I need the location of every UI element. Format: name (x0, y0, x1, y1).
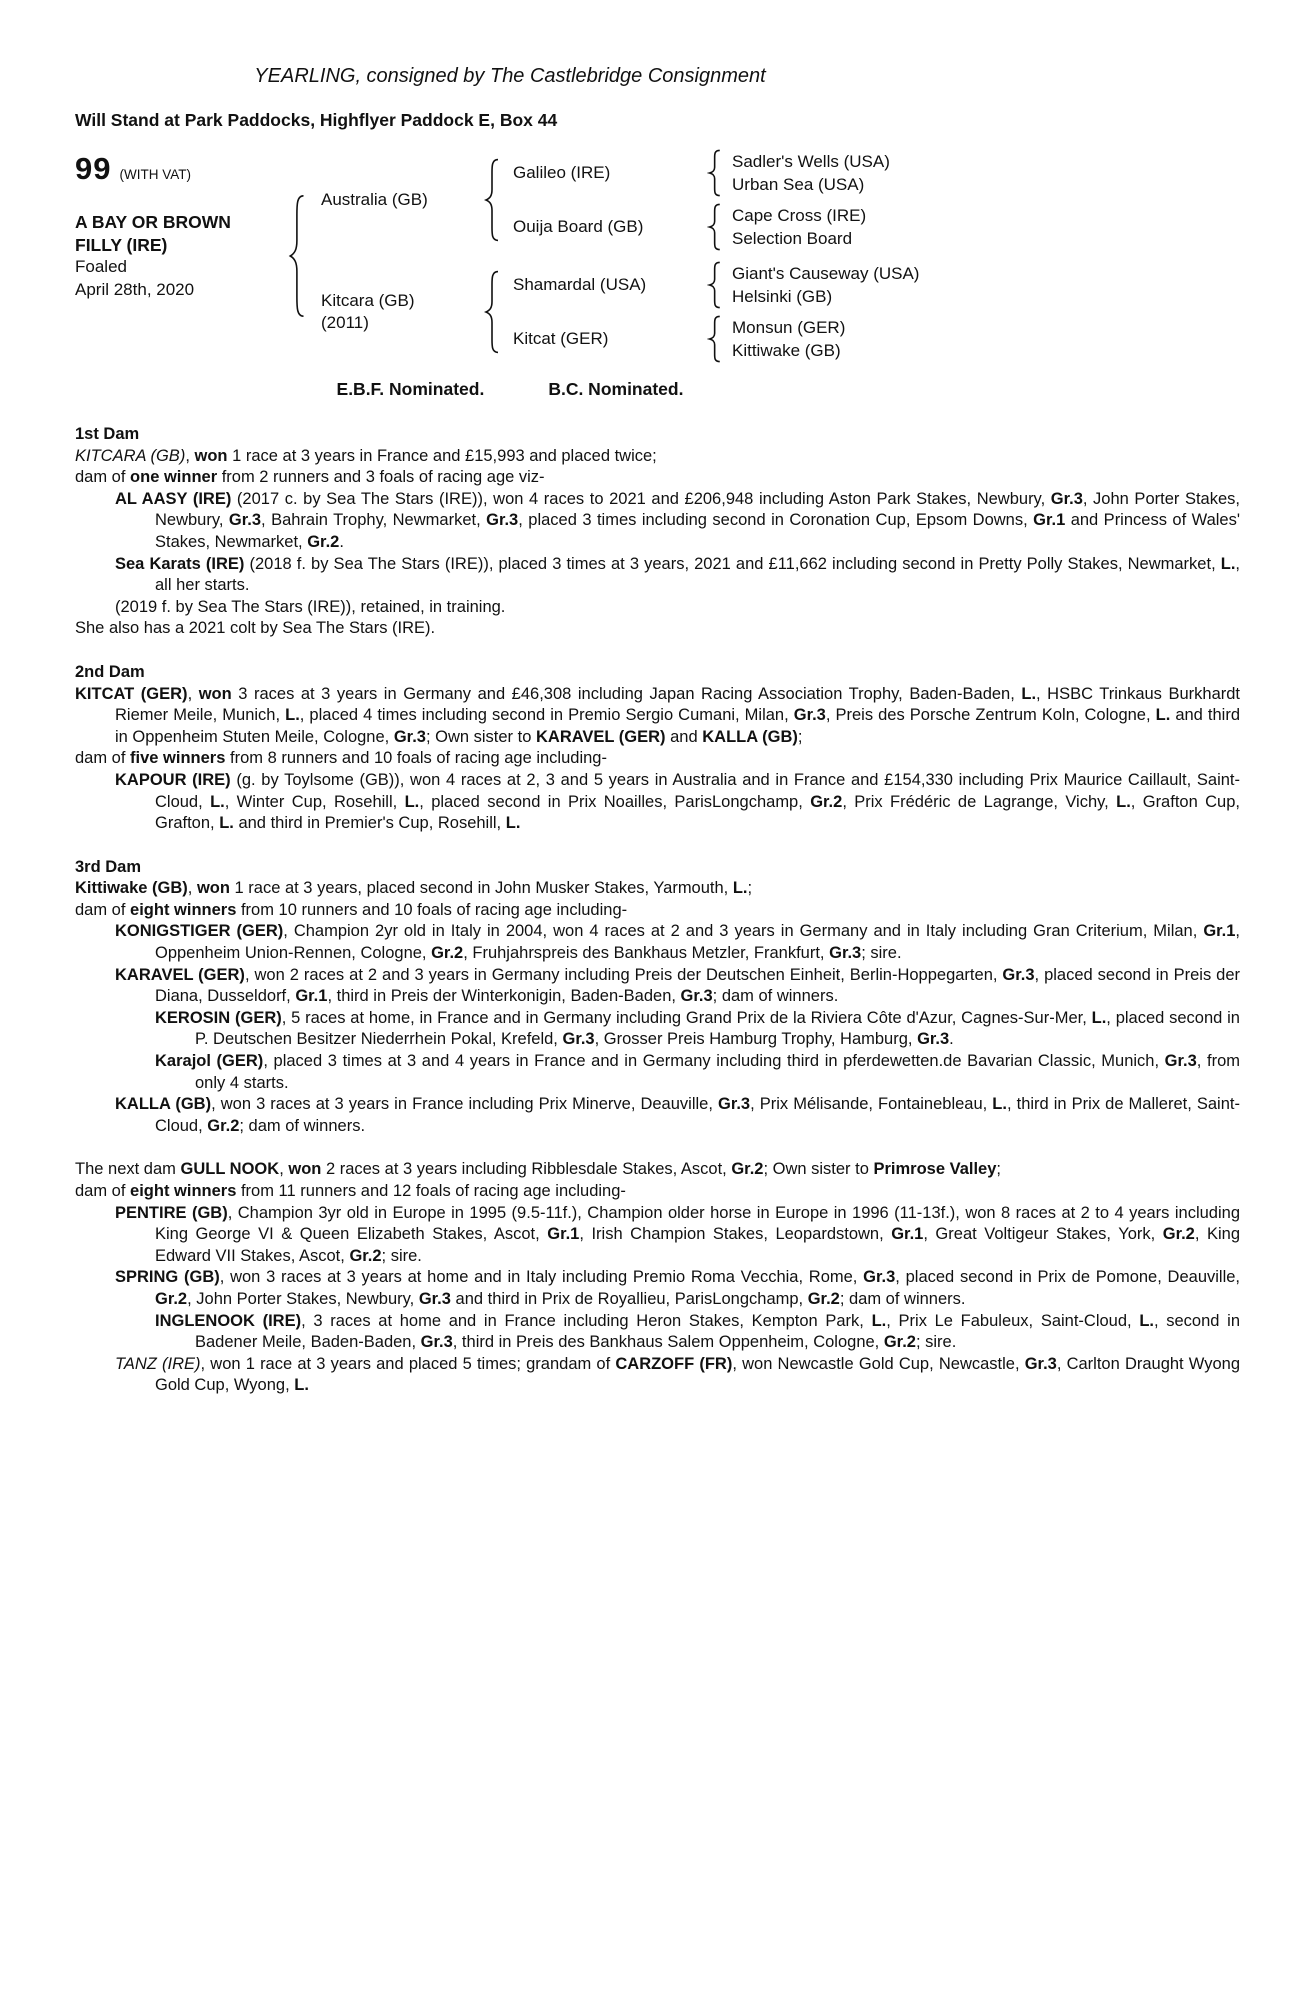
pedigree-paragraph (75, 684, 1240, 749)
text-run: KEROSIN (GER) (155, 1008, 282, 1027)
dam-parents (513, 261, 919, 363)
text-run: 2 races at 3 years including Ribblesdale Stakes, Ascot, (321, 1160, 732, 1179)
text-run: ; Own sister to (425, 727, 536, 746)
text-run: KITCARA (GB) (75, 446, 186, 465)
text-run: , placed second in Prix de Pomone, Deauville, (895, 1268, 1241, 1287)
pedigree-gen3-name: Kittiwake (GB) (732, 341, 841, 360)
text-run: from 11 runners and 12 foals of racing age including- (236, 1182, 626, 1200)
text-run: eight winners (130, 1182, 237, 1200)
text-run: ; (797, 727, 803, 746)
text-run: , Bahrain Trophy, Newmarket, (261, 511, 487, 530)
text-run: KARAVEL (GER) (115, 965, 245, 984)
horse-description-line1: A BAY OR BROWN (75, 212, 231, 232)
text-run: , third in Preis des Bankhaus Salem Oppenheim, Cologne, (452, 1333, 884, 1352)
text-run: KALLA (GB) (702, 727, 798, 746)
text-run: (2018 f. by Sea The Stars (IRE)), placed 3 times at 3 years, 2021 and £11,662 including second in Pretty Polly Stakes, Newmarket, (244, 554, 1221, 573)
text-run: , Champion 2yr old in Italy in 2004, won 4 races at 2 and 3 years in Germany and in Italy including Gran Criterium, Milan, (283, 922, 1204, 941)
dam-dam-brace-icon (707, 315, 724, 363)
nominations-line (75, 379, 945, 400)
text-run: , Oppenheim Union-Rennen, Cologne, (155, 922, 1241, 963)
text-run: ; (996, 1160, 1001, 1179)
text-run: 1 race at 3 years, placed second in John Musker Stakes, Yarmouth, (229, 879, 733, 898)
text-run: Gr.3 (793, 706, 826, 725)
pedigree-paragraph (75, 597, 1240, 619)
text-run: , Prix Frédéric de Lagrange, Vichy, (842, 792, 1117, 811)
text-run: Gr.1 (547, 1225, 580, 1244)
text-run: Sea Karats (IRE) (115, 554, 245, 573)
text-run: Gr.3 (917, 1030, 950, 1049)
text-run: Primrose Valley (873, 1160, 997, 1179)
pedigree-paragraph (75, 446, 1240, 468)
text-run: from 2 runners and 3 foals of racing age viz- (217, 468, 545, 487)
text-run: 1 race at 3 years in France and £15,993 and placed twice; (227, 446, 657, 465)
pedigree-paragraph (75, 554, 1240, 597)
text-run: Gr.1 (1033, 511, 1066, 530)
section-heading: 3rd Dam (75, 857, 142, 876)
text-run: Gr.3 (1002, 965, 1035, 984)
text-run: KAPOUR (IRE) (115, 770, 231, 789)
text-run: , John Porter Stakes, Newbury, (155, 489, 1240, 530)
pedigree-paragraph (75, 921, 1240, 964)
lot-number: 99 (75, 151, 112, 186)
stand-location: Will Stand at Park Paddocks, Highflyer Paddock E, Box 44 (75, 110, 558, 130)
dam-dam-branch (513, 315, 919, 363)
consignment-title: YEARLING, consigned by The Castlebridge Consignment (254, 65, 766, 87)
sire-sire-name: Galileo (IRE) (513, 163, 611, 182)
text-run: Gr.2 (810, 792, 843, 811)
sire-parents (513, 149, 890, 251)
lot-line (75, 151, 287, 187)
text-run: L. (1155, 706, 1171, 725)
text-run: and third in Prix de Royallieu, ParisLongchamp, (450, 1289, 808, 1308)
text-run: and Princess of Wales' Stakes, Newmarket, (155, 511, 1240, 551)
text-run: Gr.3 (228, 511, 262, 530)
pedigree-paragraph (75, 1267, 1240, 1310)
text-run: TANZ (IRE) (115, 1354, 201, 1373)
text-run: Gr.2 (1162, 1225, 1195, 1244)
text-run: , Irish Champion Stakes, Leopardstown, (579, 1225, 892, 1244)
horse-description (75, 211, 287, 301)
pedigree-gen3-name: Urban Sea (USA) (732, 175, 865, 194)
pedigree-paragraph (75, 965, 1240, 1008)
text-run: Kittiwake (GB) (75, 879, 188, 898)
text-run: , 5 races at home, in France and in Germany including Grand Prix de la Riviera Côte d'Azur, Cagnes-Sur-Mer, (281, 1008, 1092, 1027)
text-run: L. (1091, 1008, 1107, 1027)
dam-sire-brace-icon (707, 261, 724, 309)
text-run: PENTIRE (GB) (115, 1203, 228, 1222)
text-run: , King Edward VII Stakes, Ascot, (155, 1225, 1240, 1265)
text-run: (2019 f. by Sea The Stars (IRE)), retained, in training. (115, 597, 506, 616)
dam-section (75, 857, 1240, 1138)
text-run: dam of (75, 900, 131, 919)
text-run: ; sire. (915, 1333, 957, 1352)
pedigree-paragraph (75, 1094, 1240, 1137)
text-run: Gr.3 (393, 727, 426, 746)
pedigree-paragraph (75, 748, 1240, 770)
text-run: , Grafton Cup, Grafton, (155, 792, 1240, 833)
text-run: and (665, 727, 703, 746)
pedigree-text (75, 424, 1240, 1397)
pedigree-paragraph (75, 878, 1240, 900)
text-run: dam of (75, 468, 131, 487)
text-run: , placed 3 times including second in Coronation Cup, Epsom Downs, (518, 511, 1034, 530)
text-run: , placed second in Prix Noailles, ParisLongchamp, (419, 792, 811, 811)
text-run: ; sire. (381, 1246, 422, 1265)
foaled-date: April 28th, 2020 (75, 279, 195, 299)
text-run: ; Own sister to (763, 1160, 874, 1179)
horse-description-line2: FILLY (IRE) (75, 234, 168, 255)
text-run: , won 3 races at 3 years at home and in Italy including Premio Roma Vecchia, Rome, (219, 1268, 864, 1287)
pedigree-paragraph (75, 1203, 1240, 1268)
text-run: (g. by Toylsome (GB)), won 4 races at 2, 3 and 5 years in Australia and in France and £154,330 including Prix Maurice Caillault, Saint-Cloud, (155, 770, 1240, 811)
foaled-label: Foaled (75, 257, 127, 276)
text-run: KARAVEL (GER) (535, 727, 666, 746)
text-run: won (198, 684, 232, 703)
text-run: , HSBC Trinkaus Burkhardt Riemer Meile, Munich, (115, 684, 1241, 725)
text-run: , 3 races at home and in France including Heron Stakes, Kempton Park, (301, 1311, 872, 1330)
pedigree-paragraph (75, 1354, 1240, 1397)
dam-year: (2011) (321, 313, 369, 332)
text-run: (2017 c. by Sea The Stars (IRE)), won 4 races to 2021 and £206,948 including Aston Park Stakes, Newbury, (231, 489, 1051, 508)
dam-dam-name: Kitcat (GER) (513, 329, 609, 348)
text-run: Gr.2 (807, 1289, 840, 1308)
text-run: SPRING (GB) (115, 1268, 220, 1287)
sire-sire-parents (732, 150, 890, 196)
text-run: eight winners (130, 900, 237, 919)
text-run: Gr.3 (1024, 1354, 1057, 1373)
pedigree-generation-1 (321, 149, 919, 363)
dam-dam-parents (732, 316, 845, 362)
pedigree-gen3-name: Helsinki (GB) (732, 287, 833, 306)
text-run: L. (294, 1376, 309, 1395)
text-run: , (279, 1160, 289, 1179)
text-run: , placed 4 times including second in Premio Sergio Cumani, Milan, (299, 706, 794, 725)
sire-dam-branch (513, 203, 890, 251)
sire-branch (321, 149, 919, 251)
pedigree-paragraph (75, 770, 1240, 835)
text-run: , (187, 879, 197, 898)
text-run: , third in Preis der Winterkonigin, Baden-Baden, (327, 987, 681, 1006)
pedigree-paragraph (75, 1181, 1240, 1203)
text-run: , all her starts. (155, 554, 1241, 595)
text-run: Gr.2 (349, 1246, 382, 1265)
text-run: Gr.3 (829, 944, 862, 963)
text-run: , (187, 684, 199, 703)
text-run: , Great Voltigeur Stakes, York, (923, 1225, 1163, 1244)
text-run: and third in Premier's Cup, Rosehill, (233, 814, 506, 833)
pedigree-gen3-name: Monsun (GER) (732, 318, 846, 337)
pedigree-gen3-name: Sadler's Wells (USA) (732, 152, 890, 171)
text-run: Gr.1 (891, 1225, 924, 1244)
text-run: The next dam (75, 1160, 181, 1179)
text-run: , placed second in Preis der Diana, Dusseldorf, (155, 965, 1241, 1006)
pedigree-tree (75, 149, 1240, 363)
pedigree-paragraph (75, 1311, 1240, 1354)
text-run: KONIGSTIGER (GER) (115, 922, 284, 941)
ebf-nominated-label: E.B.F. Nominated. (336, 379, 485, 399)
text-run: , Fruhjahrspreis des Bankhaus Metzler, Frankfurt, (463, 944, 830, 963)
text-run: L. (1116, 792, 1131, 811)
pedigree-paragraph (75, 1051, 1240, 1094)
text-run: KITCAT (GER) (75, 684, 188, 703)
dam-sire-branch (513, 261, 919, 309)
text-run: L. (871, 1311, 887, 1330)
text-run: dam of (75, 1182, 131, 1200)
dam-section (75, 662, 1240, 835)
text-run: won (288, 1160, 322, 1179)
text-run: L. (210, 792, 225, 811)
text-run: , second in Badener Meile, Baden-Baden, (195, 1311, 1240, 1352)
lot-column (75, 149, 287, 301)
text-run: Gr.2 (431, 944, 464, 963)
text-run: Gr.2 (307, 532, 340, 551)
dam-section (75, 1159, 1240, 1397)
text-run: from 8 runners and 10 foals of racing age including- (225, 749, 607, 768)
section-heading: 1st Dam (75, 425, 140, 443)
dam-brace-icon (483, 269, 503, 355)
text-run: Gr.2 (883, 1333, 916, 1352)
dam-sire-parents (732, 262, 919, 308)
sire-sire-branch (513, 149, 890, 197)
text-run: Gr.3 (418, 1289, 451, 1308)
text-run: Gr.3 (1050, 489, 1083, 508)
text-run: L. (1021, 684, 1037, 703)
text-run: L. (219, 814, 234, 833)
text-run: , Grosser Preis Hamburg Trophy, Hamburg, (594, 1030, 918, 1049)
dam-section (75, 424, 1240, 640)
text-run: L. (505, 814, 521, 833)
text-run: , Carlton Draught Wyong Gold Cup, Wyong, (155, 1354, 1241, 1395)
text-run: Gr.3 (717, 1095, 751, 1114)
text-run: and third in Oppenheim Stuten Meile, Cologne, (115, 706, 1241, 746)
text-run: Gr.3 (1164, 1052, 1197, 1071)
text-run: , third in Prix de Malleret, Saint-Cloud, (155, 1095, 1240, 1135)
text-run: , Prix Mélisande, Fontainebleau, (750, 1095, 993, 1114)
sire-dam-brace-icon (707, 203, 724, 251)
text-run: Gr.2 (731, 1160, 764, 1179)
text-run: , won Newcastle Gold Cup, Newcastle, (732, 1354, 1025, 1373)
text-run: Karajol (GER) (155, 1052, 264, 1071)
dam-sire-name: Shamardal (USA) (513, 275, 647, 294)
dam-name-text: Kitcara (GB) (321, 291, 415, 310)
text-run: Gr.3 (863, 1268, 896, 1287)
text-run: , Winter Cup, Rosehill, (224, 792, 405, 811)
text-run: L. (992, 1095, 1007, 1114)
text-run: INGLENOOK (IRE) (155, 1311, 302, 1330)
text-run: ; dam of winners. (839, 1289, 966, 1308)
text-run: one winner (130, 468, 218, 487)
text-run: ; dam of winners. (239, 1116, 366, 1135)
text-run: . (339, 532, 344, 551)
text-run: , won 3 races at 3 years in France including Prix Minerve, Deauville, (211, 1095, 718, 1114)
pedigree-paragraph (75, 618, 1240, 640)
dam-name (321, 290, 473, 334)
sire-dam-name: Ouija Board (GB) (513, 217, 644, 236)
text-run: , (185, 446, 195, 465)
text-run: , Prix Le Fabuleux, Saint-Cloud, (886, 1311, 1140, 1330)
text-run: CARZOFF (FR) (615, 1354, 733, 1373)
text-run: Gr.3 (486, 511, 519, 530)
text-run: from 10 runners and 10 foals of racing age including- (236, 900, 628, 919)
pedigree-gen3-name: Giant's Causeway (USA) (732, 264, 920, 283)
text-run: Gr.1 (295, 987, 328, 1006)
text-run: AL AASY (IRE) (115, 489, 232, 508)
text-run: L. (1220, 554, 1236, 573)
sire-brace-icon (483, 157, 503, 243)
text-run: Gr.3 (562, 1030, 595, 1049)
text-run: Gr.1 (1203, 922, 1236, 941)
sire-name (321, 189, 473, 211)
lot-vat-note: (WITH VAT) (119, 167, 191, 182)
text-run: , placed 3 times at 3 and 4 years in France and in Germany including third in pferdewetten.de Bavarian Classic, Munich, (263, 1052, 1165, 1071)
section-heading: 2nd Dam (75, 662, 145, 681)
text-run: ; dam of winners. (712, 987, 839, 1006)
text-run: She also has a 2021 colt by Sea The Stars (IRE). (75, 619, 436, 638)
text-run: 3 races at 3 years in Germany and £46,308 including Japan Racing Association Trophy, Baden-Baden, (231, 684, 1022, 703)
text-run: ; sire. (861, 944, 902, 963)
pedigree-gen3-name: Selection Board (732, 229, 853, 248)
bc-nominated-label: B.C. Nominated. (548, 379, 684, 399)
text-run: , placed second in P. Deutschen Besitzer Niederrhein Pokal, Krefeld, (195, 1008, 1240, 1049)
dam-branch (321, 261, 919, 363)
text-run: Gr.3 (680, 987, 713, 1006)
pedigree-paragraph (75, 1159, 1240, 1181)
text-run: L. (285, 706, 300, 725)
text-run: , Champion 3yr old in Europe in 1995 (9.5-11f.), Champion older horse in Europe in 1996 (11-13f.), won 8 races at 2 to 4 years including King George VI & Queen Elizabeth Stakes, Ascot, (155, 1203, 1240, 1244)
text-run: L. (404, 792, 420, 811)
pedigree-paragraph (75, 467, 1240, 489)
text-run: KALLA (GB) (115, 1095, 212, 1114)
text-run: won (196, 879, 230, 898)
pedigree-gen3-name: Cape Cross (IRE) (732, 206, 867, 225)
sire-sire-brace-icon (707, 149, 724, 197)
pedigree-root-brace-icon (287, 192, 309, 320)
text-run: Gr.2 (155, 1289, 188, 1308)
text-run: , won 1 race at 3 years and placed 5 times; grandam of (200, 1354, 616, 1373)
text-run: Gr.3 (420, 1333, 453, 1352)
text-run: L. (732, 879, 748, 898)
sire-name-text: Australia (GB) (321, 190, 428, 209)
text-run: . (949, 1030, 954, 1049)
pedigree-paragraph (75, 900, 1240, 922)
text-run: , John Porter Stakes, Newbury, (187, 1289, 419, 1308)
text-run: ; (747, 879, 753, 898)
text-run: , Preis des Porsche Zentrum Koln, Cologne, (825, 706, 1156, 725)
text-run: L. (1139, 1311, 1154, 1330)
text-run: Gr.2 (207, 1116, 240, 1135)
text-run: five winners (130, 749, 226, 768)
text-run: dam of (75, 749, 131, 768)
pedigree-paragraph (75, 489, 1240, 554)
text-run: won (194, 446, 228, 465)
text-run: GULL NOOK (180, 1160, 280, 1179)
text-run: , won 2 races at 2 and 3 years in Germany including Preis der Deutschen Einheit, Berlin-Hoppegarten, (244, 965, 1003, 984)
pedigree-paragraph (75, 1008, 1240, 1051)
text-run: , from only 4 starts. (195, 1052, 1240, 1092)
sire-dam-parents (732, 204, 866, 250)
